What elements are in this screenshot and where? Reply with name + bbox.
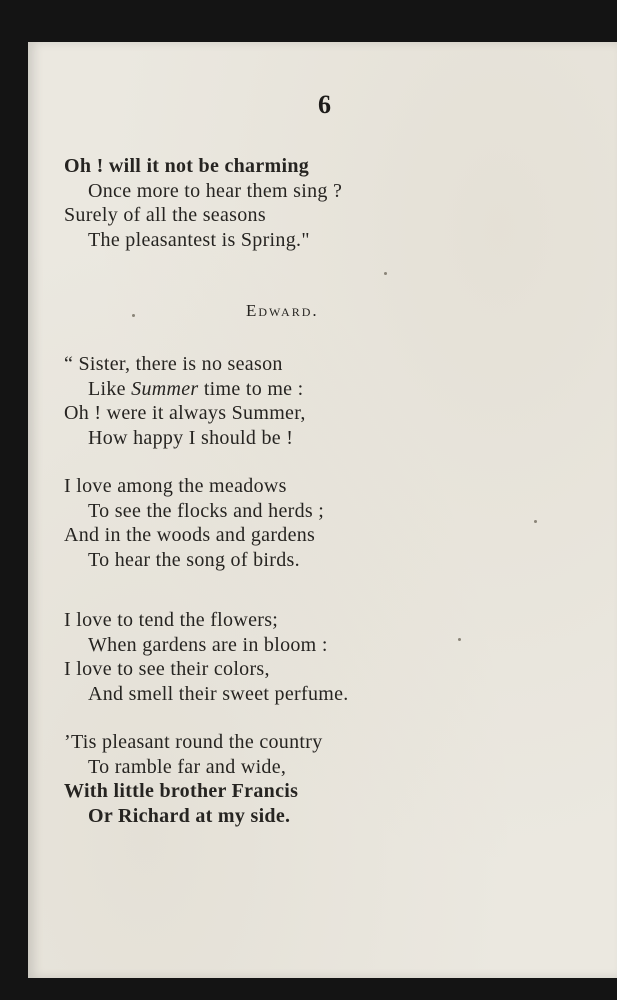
poem-line: I love among the meadows bbox=[64, 475, 287, 497]
poem-line: “ Sister, there is no season bbox=[64, 353, 283, 375]
italic-word: Summer bbox=[131, 377, 199, 400]
poem-line: ’Tis pleasant round the country bbox=[64, 731, 323, 753]
poem-line: Oh ! will it not be charming bbox=[64, 155, 310, 177]
book-page bbox=[28, 42, 617, 978]
paper-speck bbox=[384, 272, 387, 275]
poem-line: With little brother Francis bbox=[64, 780, 299, 802]
poem-line: Oh ! were it always Summer, bbox=[64, 402, 306, 424]
poem-line: When gardens are in bloom : bbox=[88, 633, 328, 656]
poem-line: To hear the song of birds. bbox=[88, 548, 300, 571]
paper-speck bbox=[458, 638, 461, 641]
poem-line: Once more to hear them sing ? bbox=[88, 179, 343, 202]
poem-line: I love to see their colors, bbox=[64, 658, 270, 680]
poem-line: And in the woods and gardens bbox=[64, 524, 316, 546]
poem-line bbox=[64, 377, 306, 402]
stanza-1 bbox=[64, 154, 342, 252]
page-number: 6 bbox=[318, 90, 331, 119]
paper-speck bbox=[534, 520, 537, 523]
stanza-3 bbox=[64, 474, 324, 572]
poem-line: The pleasantest is Spring." bbox=[88, 228, 310, 251]
poem-line: I love to tend the flowers; bbox=[64, 609, 279, 631]
poem-line: Surely of all the seasons bbox=[64, 204, 266, 226]
stanza-5 bbox=[64, 730, 323, 828]
poem-line: To ramble far and wide, bbox=[88, 755, 287, 778]
section-heading: Edward. bbox=[246, 301, 319, 320]
poem-line: And smell their sweet perfume. bbox=[88, 682, 349, 705]
poem-line: To see the flocks and herds ; bbox=[88, 499, 325, 522]
paper-speck bbox=[132, 314, 135, 317]
line-text: Like bbox=[88, 377, 132, 400]
line-text: time to me : bbox=[198, 377, 304, 400]
stanza-2 bbox=[64, 352, 306, 450]
stanza-4 bbox=[64, 608, 349, 706]
poem-line: How happy I should be ! bbox=[88, 426, 294, 449]
poem-line: Or Richard at my side. bbox=[88, 804, 291, 827]
